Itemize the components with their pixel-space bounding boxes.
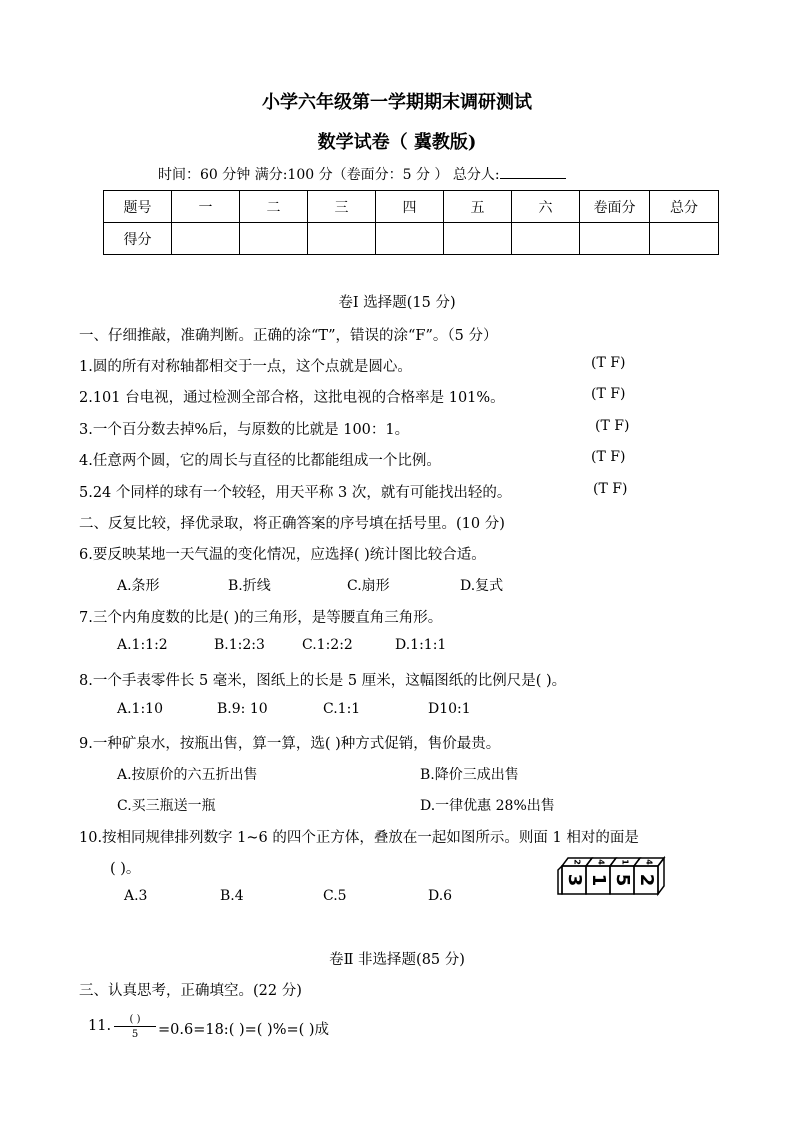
score-table: [103, 190, 719, 255]
exam-meta-text: 时间：60 分钟 满分:100 分（卷面分：5 分 ） 总分人:: [158, 167, 500, 183]
score-table-score-row: [104, 223, 719, 255]
q10-option-a[interactable]: A.3: [124, 888, 148, 904]
cube-top-label: 2: [572, 859, 582, 865]
score-table-header-cell: 四: [376, 191, 444, 223]
section2-instruction: 二、反复比较，择优录取，将正确答案的序号填在括号里。(10 分): [79, 516, 505, 532]
exam-title: 小学六年级第一学期期末调研测试: [262, 92, 532, 113]
total-scorer-blank[interactable]: [500, 164, 566, 179]
question-8: 8.一个手表零件长 5 毫米，图纸上的长是 5 厘米，这幅图纸的比例尺是( )。: [79, 673, 567, 689]
tf-mark-1[interactable]: (T F): [591, 355, 626, 371]
score-cell[interactable]: [240, 223, 308, 255]
q9-option-d[interactable]: D.一律优惠 28%出售: [420, 798, 555, 814]
q8-option-a[interactable]: A.1:10: [117, 701, 163, 717]
cube-front-label: 1: [588, 873, 609, 887]
cube-top-label: 4: [644, 859, 654, 865]
q10-option-b[interactable]: B.4: [220, 888, 244, 904]
tf-mark-4[interactable]: (T F): [591, 449, 626, 465]
cube-front-label: 3: [564, 873, 585, 887]
score-table-header-cell: 题号: [104, 191, 172, 223]
question-11-number: 11.: [88, 1018, 112, 1034]
question-10-line2: ( )。: [110, 861, 141, 877]
score-table-header-cell: 三: [308, 191, 376, 223]
score-table-header-cell: 六: [512, 191, 580, 223]
tf-mark-3[interactable]: (T F): [595, 418, 630, 434]
score-cell[interactable]: [308, 223, 376, 255]
part2-heading: 卷Ⅱ 非选择题(85 分): [329, 952, 465, 968]
q7-option-b[interactable]: B.1:2:3: [214, 637, 265, 653]
tf-question-1: 1.圆的所有对称轴都相交于一点，这个点就是圆心。: [79, 359, 412, 375]
q11-fraction-denominator: 5: [131, 1029, 139, 1040]
tf-question-4: 4.任意两个圆，它的周长与直径的比都能组成一个比例。: [79, 453, 441, 469]
score-table-header-row: [104, 191, 719, 223]
score-cell[interactable]: [376, 223, 444, 255]
score-table-header-cell: 二: [240, 191, 308, 223]
q8-option-d[interactable]: D10:1: [428, 701, 471, 717]
q6-option-d[interactable]: D.复式: [460, 578, 504, 594]
cube-top-label: 1: [620, 859, 630, 865]
cube-top-label: 4: [596, 859, 606, 865]
q6-option-c[interactable]: C.扇形: [347, 578, 390, 594]
score-row-label: 得分: [104, 223, 172, 255]
cube-front-label: 2: [636, 873, 657, 887]
question-9: 9.一种矿泉水，按瓶出售，算一算，选( )种方式促销，售价最贵。: [79, 736, 501, 752]
exam-subtitle: 数学试卷（ 冀教版): [317, 132, 477, 153]
cube-front-label: 5: [612, 873, 633, 887]
score-cell[interactable]: [512, 223, 580, 255]
question-11-equation[interactable]: =0.6=18:( )=( )%=( )成: [158, 1022, 330, 1038]
q7-option-c[interactable]: C.1:2:2: [302, 637, 353, 653]
score-cell[interactable]: [172, 223, 240, 255]
q8-option-b[interactable]: B.9: 10: [217, 701, 268, 717]
q11-fraction-numerator[interactable]: ( ): [129, 1014, 141, 1025]
question-6: 6.要反映某地一天气温的变化情况，应选择( )统计图比较合适。: [79, 547, 486, 563]
tf-question-2: 2.101 台电视，通过检测全部合格，这批电视的合格率是 101%。: [79, 390, 505, 406]
q8-option-c[interactable]: C.1:1: [323, 701, 361, 717]
stacked-cubes-figure: [556, 856, 682, 898]
score-table-header-cell: 总分: [650, 191, 719, 223]
section1-instruction: 一、仔细推敲，准确判断。正确的涂“T”，错误的涂“F”。（5 分）: [79, 328, 498, 344]
q7-option-a[interactable]: A.1:1:2: [117, 637, 168, 653]
exam-meta: [158, 164, 566, 184]
score-cell[interactable]: [650, 223, 719, 255]
score-table-header-cell: 卷面分: [580, 191, 650, 223]
q7-option-d[interactable]: D.1:1:1: [395, 637, 447, 653]
section3-instruction: 三、认真思考，正确填空。(22 分): [79, 983, 302, 999]
q9-option-c[interactable]: C.买三瓶送一瓶: [117, 798, 216, 814]
part1-heading: 卷Ⅰ 选择题(15 分): [338, 295, 456, 311]
q11-fraction-bar: [114, 1026, 156, 1027]
question-7: 7.三个内角度数的比是( )的三角形，是等腰直角三角形。: [79, 610, 443, 626]
tf-question-5: 5.24 个同样的球有一个较轻，用天平称 3 次，就有可能找出轻的。: [79, 485, 512, 501]
score-table-header-cell: 五: [444, 191, 512, 223]
question-10-line1: 10.按相同规律排列数字 1~6 的四个正方体，叠放在一起如图所示。则面 1 相对的面是: [79, 830, 639, 846]
tf-question-3: 3.一个百分数去掉%后，与原数的比就是 100：1。: [79, 422, 410, 438]
score-table-header-cell: 一: [172, 191, 240, 223]
q10-option-c[interactable]: C.5: [323, 888, 347, 904]
score-cell[interactable]: [580, 223, 650, 255]
q6-option-a[interactable]: A.条形: [117, 578, 160, 594]
score-cell[interactable]: [444, 223, 512, 255]
q9-option-a[interactable]: A.按原价的六五折出售: [117, 767, 258, 783]
tf-mark-2[interactable]: (T F): [591, 386, 626, 402]
q6-option-b[interactable]: B.折线: [228, 578, 271, 594]
q9-option-b[interactable]: B.降价三成出售: [420, 767, 519, 783]
tf-mark-5[interactable]: (T F): [593, 481, 628, 497]
q10-option-d[interactable]: D.6: [428, 888, 453, 904]
